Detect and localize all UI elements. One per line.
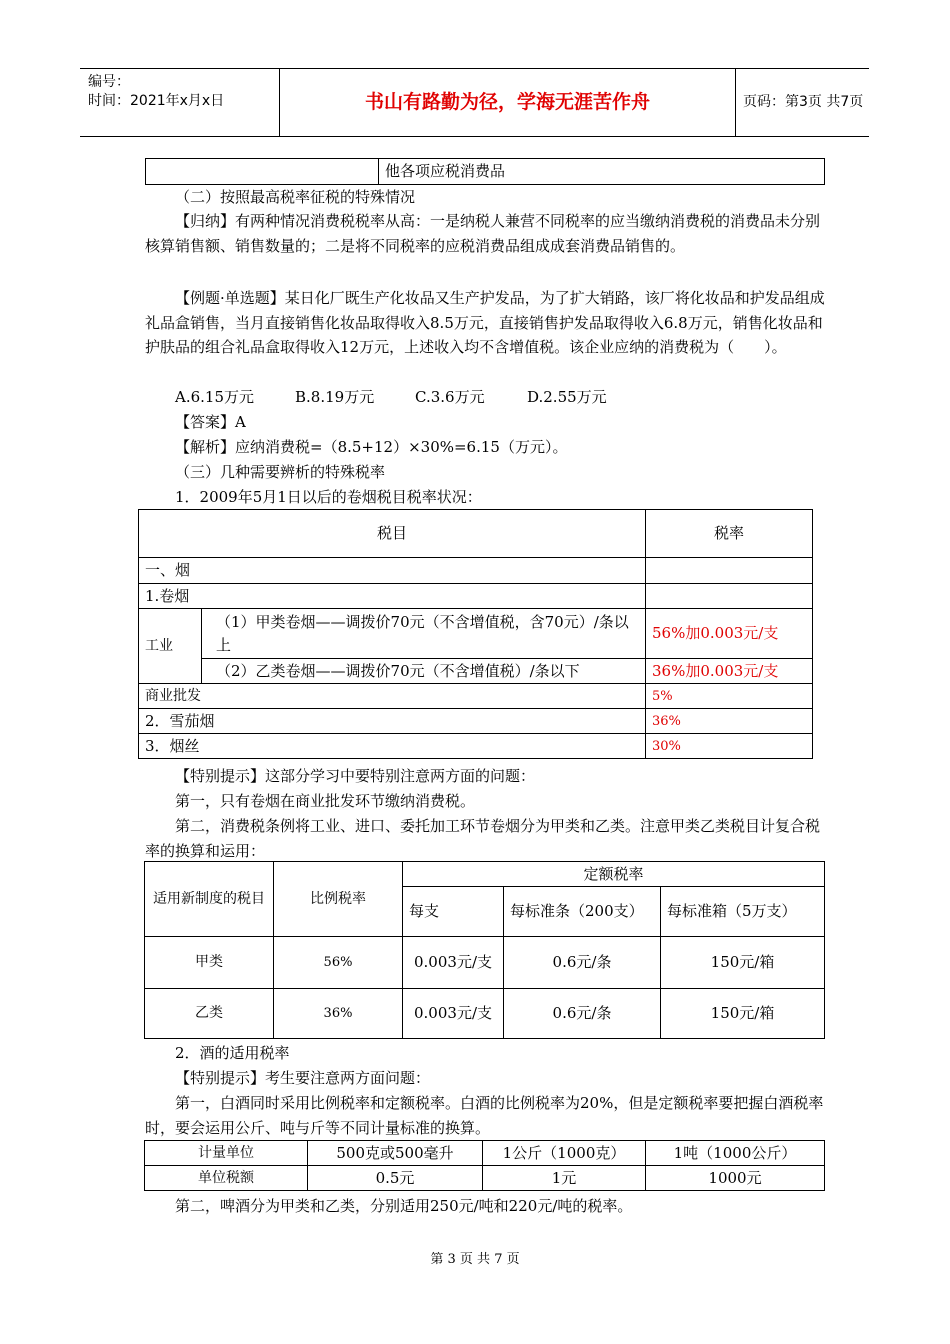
header-meta <box>80 69 280 136</box>
shredded-label: 3．烟丝 <box>139 734 646 759</box>
class-b-label: （2）乙类卷烟——调拨价70元（不含增值税）/条以下 <box>202 659 646 684</box>
analysis: 【解析】应纳消费税=（8.5+12）×30%=6.15（万元）。 <box>175 438 568 456</box>
r-unit-c: 1000元 <box>646 1166 825 1191</box>
option-a: A.6.15万元 <box>175 388 254 406</box>
h-fixed: 定额税率 <box>403 862 825 887</box>
h-unit: 计量单位 <box>145 1141 308 1166</box>
r-unit-b: 1元 <box>483 1166 646 1191</box>
row-b-pack: 0.6元/条 <box>504 989 661 1039</box>
tip-2-second: 第二，啤酒分为甲类和乙类，分别适用250元/吨和220元/吨的税率。 <box>175 1197 633 1215</box>
option-d: D.2.55万元 <box>527 388 607 406</box>
unit-tax-table <box>144 1140 825 1191</box>
section-2-title: （二）按照最高税率征税的特殊情况 <box>175 188 416 206</box>
number-label: 编号： <box>88 74 130 90</box>
row-a-box: 150元/箱 <box>661 937 825 989</box>
h-unit-c: 1吨（1000公斤） <box>646 1141 825 1166</box>
wholesale-rate: 5% <box>646 684 813 709</box>
top-table-fragment <box>145 158 825 185</box>
time-label: 时间：2021年x月x日 <box>88 93 225 109</box>
r-unit-a: 0.5元 <box>308 1166 483 1191</box>
h-per-box: 每标准箱（5万支） <box>661 887 825 937</box>
shredded-rate: 30% <box>646 734 813 759</box>
composite-rate-table <box>144 861 825 1039</box>
col-header-item: 税目 <box>139 510 646 558</box>
class-a-rate: 56%加0.003元/支 <box>646 609 813 659</box>
option-c: C.3.6万元 <box>415 388 485 406</box>
h-ratio: 比例税率 <box>274 862 403 937</box>
item-1-title: 1．2009年5月1日以后的卷烟税目税率状况： <box>175 488 482 506</box>
cigar-rate: 36% <box>646 709 813 734</box>
options-row <box>145 385 825 410</box>
page-header <box>80 68 869 137</box>
page-footer: 第 3 页 共 7 页 <box>430 1252 520 1267</box>
item-2-title: 2．酒的适用税率 <box>175 1044 290 1062</box>
tip-1: 【特别提示】这部分学习中要特别注意两方面的问题： <box>175 767 536 785</box>
option-b: B.8.19万元 <box>295 388 375 406</box>
row-b-ratio: 36% <box>274 989 403 1039</box>
top-table-cell: 他各项应税消费品 <box>379 159 825 185</box>
industry-label: 工业 <box>139 609 202 684</box>
example-question: 【例题·单选题】某日化厂既生产化妆品又生产护发品，为了扩大销路，该厂将化妆品和护发品组成礼品盒销售，当月直接销售化妆品取得收入8.5万元，直接销售护发品取得收入6.8万元，销售化妆品和护肤品的组合礼品盒取得收入12万元，上述收入均不含增值税。该企业应纳的消费税为（ ）。 <box>145 289 825 356</box>
h-each: 每支 <box>403 887 504 937</box>
h-unit-b: 1公斤（1000克） <box>483 1141 646 1166</box>
tip-2: 【特别提示】考生要注意两方面问题： <box>175 1069 431 1087</box>
row-b-item: 乙类 <box>145 989 274 1039</box>
header-page: 页码：第3页 共7页 <box>743 94 864 110</box>
row-a-ratio: 56% <box>274 937 403 989</box>
tip-1-second: 第二，消费税条例将工业、进口、委托加工环节卷烟分为甲类和乙类。注意甲类乙类税目计复合税率的换算和运用： <box>145 817 821 860</box>
answer: 【答案】A <box>175 413 246 431</box>
row-tobacco: 一、烟 <box>139 558 646 584</box>
row-cigarette: 1.卷烟 <box>139 584 646 609</box>
row-a-pack: 0.6元/条 <box>504 937 661 989</box>
section-2-summary: 【归纳】有两种情况消费税税率从高：一是纳税人兼营不同税率的应当缴纳消费税的消费品未分别核算销售额、销售数量的；二是将不同税率的应税消费品组成成套消费品销售的。 <box>145 212 821 255</box>
h-per-pack: 每标准条（200支） <box>504 887 661 937</box>
r-unit-label: 单位税额 <box>145 1166 308 1191</box>
row-a-each: 0.003元/支 <box>403 937 504 989</box>
row-b-each: 0.003元/支 <box>403 989 504 1039</box>
tobacco-rate-table <box>138 509 813 759</box>
section-3-title: （三）几种需要辨析的特殊税率 <box>175 463 386 481</box>
row-a-item: 甲类 <box>145 937 274 989</box>
tip-1-first: 第一，只有卷烟在商业批发环节缴纳消费税。 <box>175 792 476 810</box>
header-motto: 书山有路勤为径，学海无涯苦作舟 <box>280 69 736 136</box>
tip-2-first: 第一，白酒同时采用比例税率和定额税率。白酒的比例税率为20%，但是定额税率要把握白酒税率时，要会运用公斤、吨与斤等不同计量标准的换算。 <box>145 1094 824 1137</box>
class-a-label: （1）甲类卷烟——调拨价70元（不含增值税，含70元）/条以上 <box>202 609 646 659</box>
wholesale-label: 商业批发 <box>139 684 646 709</box>
h-item: 适用新制度的税目 <box>145 862 274 937</box>
col-header-rate: 税率 <box>646 510 813 558</box>
row-b-box: 150元/箱 <box>661 989 825 1039</box>
class-b-rate: 36%加0.003元/支 <box>646 659 813 684</box>
cigar-label: 2．雪茄烟 <box>139 709 646 734</box>
h-unit-a: 500克或500毫升 <box>308 1141 483 1166</box>
